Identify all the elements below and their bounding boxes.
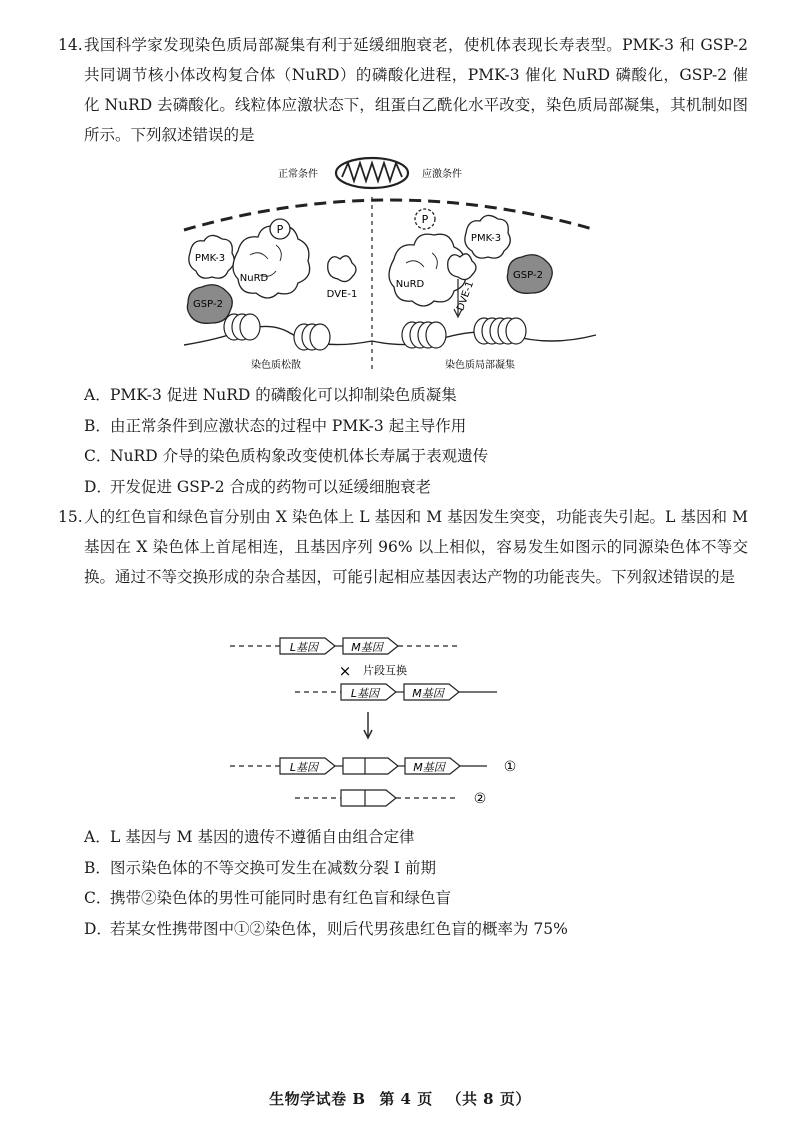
footer-page: 第 4 页 xyxy=(379,1090,433,1108)
question-15-options xyxy=(84,822,744,944)
marker-2: ② xyxy=(473,791,487,807)
option-d[interactable]: D．若某女性携带图中①②染色体，则后代男孩患红色盲的概率为 75% xyxy=(84,919,568,938)
svg-text:DVE-1: DVE-1 xyxy=(326,289,358,300)
cross-mark: × xyxy=(338,662,352,680)
question-14 xyxy=(58,30,748,150)
left-title: 正常条件 xyxy=(278,169,318,180)
gsp2-right xyxy=(507,255,552,294)
option-b[interactable]: B．图示染色体的不等交换可发生在减数分裂 I 前期 xyxy=(84,858,436,877)
svg-text:NuRD: NuRD xyxy=(239,273,269,284)
right-caption: 染色质局部凝集 xyxy=(445,360,515,371)
right-title: 应激条件 xyxy=(422,169,462,180)
option-d[interactable]: D．开发促进 GSP-2 合成的药物可以延缓细胞衰老 xyxy=(84,477,432,496)
product-chromosome-1 xyxy=(230,758,516,775)
svg-text:L基因: L基因 xyxy=(289,761,319,774)
nurd-left xyxy=(233,226,310,298)
svg-text:M基因: M基因 xyxy=(413,761,445,774)
product-chromosome-2 xyxy=(295,790,486,807)
svg-text:M基因: M基因 xyxy=(412,687,444,700)
question-stem: 我国科学家发现染色质局部凝集有利于延缓细胞衰老，使机体表现长寿表型。PMK-3 和 GSP-2 共同调节核小体改构复合体（NuRD）的磷酸化进程，PMK-3 催化 NuRD 磷酸化，GSP-2 催化 NuRD 去磷酸化。线粒体应激状态下，组蛋白乙酰化水平改变，染色质局部凝集，其机制如图所示。下列叙述错误的是 xyxy=(84,36,748,144)
svg-text:M基因: M基因 xyxy=(351,641,383,654)
marker-1: ① xyxy=(503,759,517,775)
svg-text:DVE-1: DVE-1 xyxy=(455,279,477,313)
mitochondrion-icon xyxy=(336,158,408,188)
pmk3-right xyxy=(465,215,510,258)
gsp2-left xyxy=(187,285,232,324)
question-14-options xyxy=(84,380,744,502)
svg-text:PMK-3: PMK-3 xyxy=(194,253,226,264)
question-15 xyxy=(58,502,748,592)
phosphate-right xyxy=(415,209,435,229)
svg-text:GSP-2: GSP-2 xyxy=(513,270,543,281)
option-b[interactable]: B．由正常条件到应激状态的过程中 PMK-3 起主导作用 xyxy=(84,416,467,435)
exchange-label: 片段互换 xyxy=(363,664,407,677)
chromatin-condensed xyxy=(372,318,596,348)
phosphate-left xyxy=(270,219,290,239)
down-arrow xyxy=(364,712,372,738)
dve1-left xyxy=(327,256,358,300)
svg-text:GSP-2: GSP-2 xyxy=(193,299,223,310)
svg-text:NuRD: NuRD xyxy=(395,279,425,290)
svg-text:PMK-3: PMK-3 xyxy=(470,233,502,244)
footer-total: （共 8 页） xyxy=(446,1090,531,1108)
svg-text:L基因: L基因 xyxy=(350,687,380,700)
option-c[interactable]: C．NuRD 介导的染色质构象改变使机体长寿属于表观遗传 xyxy=(84,447,489,465)
nuclear-envelope xyxy=(184,200,596,230)
question-number: 14. xyxy=(58,36,83,54)
option-a[interactable]: A．L 基因与 M 基因的遗传不遵循自由组合定律 xyxy=(84,828,415,846)
chromosome-row-2 xyxy=(295,684,497,700)
chromatin-mechanism-figure xyxy=(180,155,600,375)
chromosome-row-1 xyxy=(230,638,460,654)
unequal-crossover-figure xyxy=(225,630,525,820)
option-a[interactable]: A．PMK-3 促进 NuRD 的磷酸化可以抑制染色质凝集 xyxy=(84,386,457,404)
question-number: 15. xyxy=(58,508,83,526)
left-caption: 染色质松散 xyxy=(251,360,301,371)
svg-text:P: P xyxy=(276,223,284,236)
svg-text:P: P xyxy=(421,213,429,226)
pmk3-left xyxy=(189,235,234,278)
page-footer xyxy=(0,1088,800,1109)
footer-subject: 生物学试卷 B xyxy=(269,1090,366,1108)
svg-text:L基因: L基因 xyxy=(289,641,319,654)
option-c[interactable]: C．携带②染色体的男性可能同时患有红色盲和绿色盲 xyxy=(84,889,452,907)
question-stem: 人的红色盲和绿色盲分别由 X 染色体上 L 基因和 M 基因发生突变，功能丧失引起。L 基因和 M 基因在 X 染色体上首尾相连，且基因序列 96% 以上相似，容易发生如图示的同源染色体不等交换。通过不等交换形成的杂合基因，可能引起相应基因表达产物的功能丧失。下列叙述错误的是 xyxy=(84,508,748,586)
